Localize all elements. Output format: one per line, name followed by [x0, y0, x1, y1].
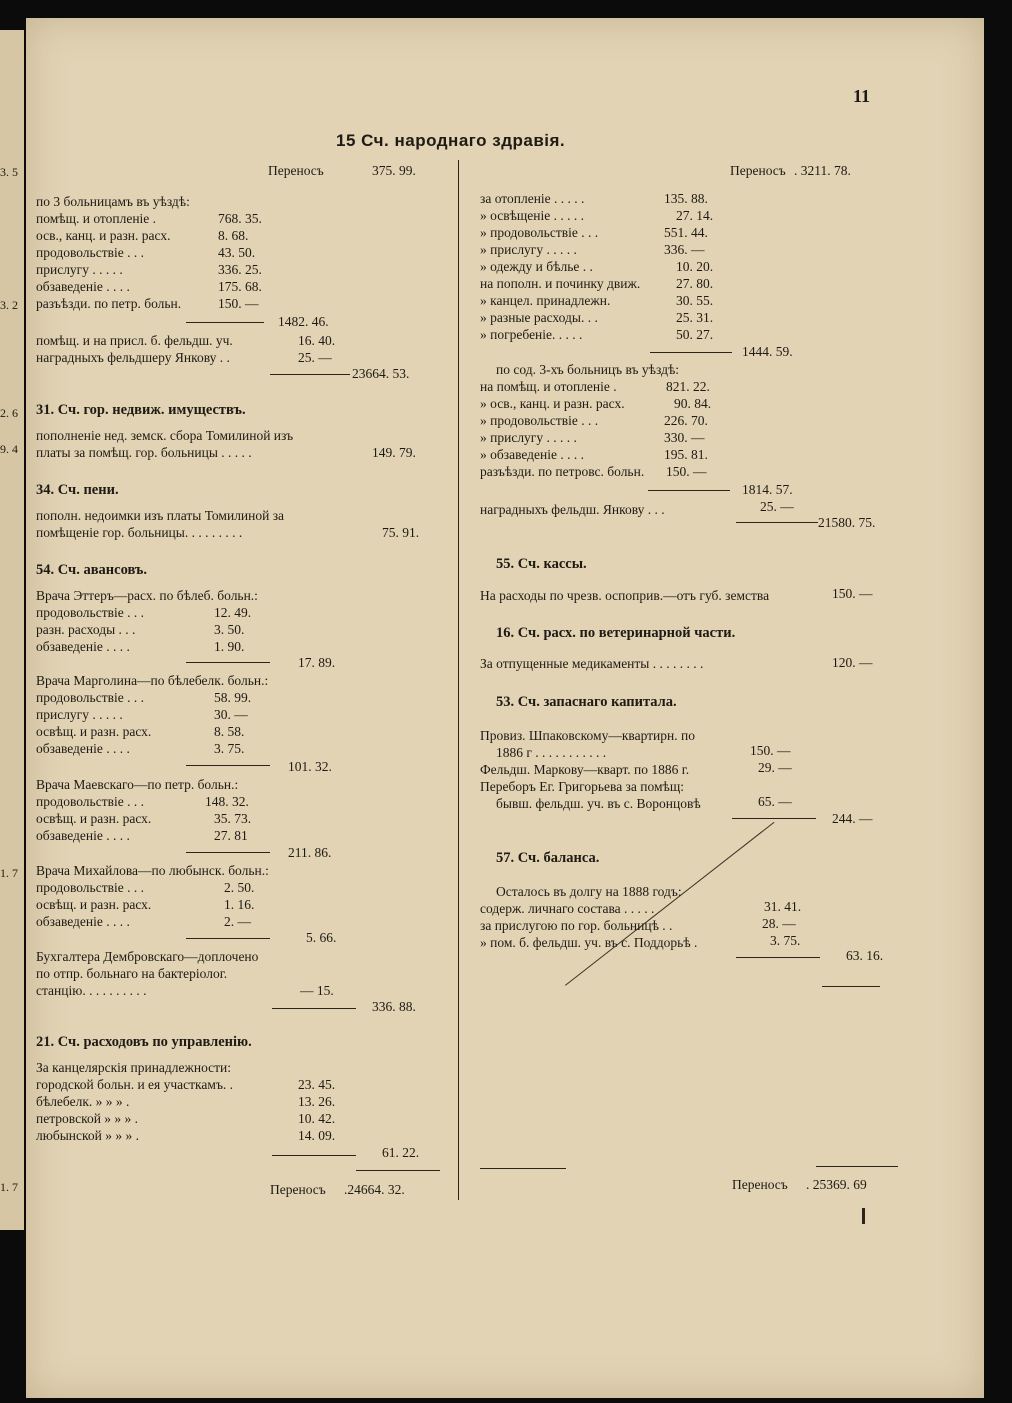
line-value: 150. —: [832, 586, 873, 601]
section-header: 57. Сч. баланса.: [496, 850, 600, 866]
line-value: 43. 50.: [218, 245, 256, 260]
prev-page-fragment: 2. 6: [0, 406, 18, 420]
ink-mark: [862, 1208, 865, 1224]
subtotal-value: 1444. 59.: [742, 344, 793, 359]
line-label: помѣщ. и отопленіе .: [36, 211, 157, 226]
sum-rule: [186, 662, 270, 663]
line-label: » продовольствіе . . .: [480, 225, 599, 240]
subtotal-value: 1814. 57.: [742, 482, 793, 497]
line-value: 330. —: [664, 430, 705, 445]
section-total: 21580. 75.: [818, 515, 876, 530]
previous-page-edge: [0, 30, 24, 1230]
carry-label: Переносъ: [732, 1177, 788, 1192]
line-label: осв., канц. и разн. расх.: [36, 228, 171, 243]
line-label: обзаведеніе . . . .: [36, 914, 130, 929]
sum-rule: [822, 986, 880, 987]
line-value: — 15.: [300, 983, 334, 998]
line-label: продовольствіе . . .: [36, 794, 144, 809]
line-value: 120. —: [832, 655, 873, 670]
line-text: по отпр. больнаго на бактеріолог.: [36, 966, 228, 981]
sum-rule: [272, 1155, 356, 1156]
section-header: 34. Сч. пени.: [36, 482, 119, 498]
prev-page-fragment: 1. 7: [0, 866, 18, 880]
line-label: продовольствіе . . .: [36, 605, 144, 620]
sum-rule: [816, 1166, 898, 1167]
line-label: на пополн. и починку движ.: [480, 276, 641, 291]
line-label: » освѣщеніе . . . . .: [480, 208, 585, 223]
carry-label: Переносъ: [730, 163, 786, 178]
line-value: 336. —: [664, 242, 705, 257]
sum-rule: [186, 938, 270, 939]
line-label: продовольствіе . . .: [36, 690, 144, 705]
section-header: 16. Сч. расх. по ветеринарной части.: [496, 625, 736, 641]
line-text: На расходы по чрезв. оспоприв.—отъ губ. земства: [480, 588, 770, 603]
line-label: » обзаведеніе . . . .: [480, 447, 585, 462]
sum-rule: [650, 352, 732, 353]
line-value: 25. —: [298, 350, 332, 365]
line-value: 3. 50.: [214, 622, 245, 637]
line-label: освѣщ. и разн. расх.: [36, 897, 152, 912]
line-value: 768. 35.: [218, 211, 262, 226]
line-label: помѣщ. и на присл. б. фельдш. уч.: [36, 333, 233, 348]
sum-rule: [270, 374, 350, 375]
line-text: по 3 больницамъ въ уѣздѣ:: [36, 194, 190, 209]
sum-rule: [732, 818, 816, 819]
line-label: обзаведеніе . . . .: [36, 741, 130, 756]
line-value: 8. 68.: [218, 228, 249, 243]
line-text: Осталось въ долгу на 1888 годъ:: [496, 884, 682, 899]
line-label: за отопленіе . . . . .: [480, 191, 585, 206]
line-text: За отпущенные медикаменты . . . . . . . .: [480, 656, 704, 671]
line-value: 30. —: [214, 707, 248, 722]
line-value: 3. 75.: [770, 933, 801, 948]
line-value: 148. 32.: [205, 794, 249, 809]
line-value: 12. 49.: [214, 605, 252, 620]
line-value: 551. 44.: [664, 225, 708, 240]
sum-rule: [736, 522, 818, 523]
sum-rule: [186, 852, 270, 853]
line-label: наградныхъ фельдшеру Янкову . .: [36, 350, 230, 365]
section-total: 336. 88.: [372, 999, 416, 1014]
line-label: петровской » » » .: [36, 1111, 139, 1126]
subtotal-value: 211. 86.: [288, 845, 332, 860]
line-value: 8. 58.: [214, 724, 245, 739]
section-total: 23664. 53.: [352, 366, 410, 381]
sum-rule: [272, 1008, 356, 1009]
group-title: Врача Михайлова—по любынск. больн.:: [36, 863, 269, 878]
line-label: освѣщ. и разн. расх.: [36, 811, 152, 826]
line-text: Фельдш. Маркову—кварт. по 1886 г.: [480, 762, 690, 777]
line-label: освѣщ. и разн. расх.: [36, 724, 152, 739]
carry-label: Переносъ: [270, 1182, 326, 1197]
line-text: Бухгалтера Дембровскаго—доплочено: [36, 949, 259, 964]
subtotal-value: 1482. 46.: [278, 314, 329, 329]
line-value: 25. —: [760, 499, 794, 514]
line-label: » прислугу . . . . .: [480, 242, 577, 257]
line-value: 150. —: [218, 296, 259, 311]
line-value: 10. 42.: [298, 1111, 336, 1126]
line-value: 31. 41.: [764, 899, 802, 914]
line-value: 28. —: [762, 916, 796, 931]
line-text: пополн. недоимки изъ платы Томилиной за: [36, 508, 285, 523]
line-value: 23. 45.: [298, 1077, 336, 1092]
sum-rule: [186, 765, 270, 766]
subtotal-value: 61. 22.: [382, 1145, 420, 1160]
prev-page-fragment: 1. 7: [0, 1180, 18, 1194]
line-value: 90. 84.: [674, 396, 712, 411]
line-value: 27. 81: [214, 828, 248, 843]
subtotal-value: 17. 89.: [298, 655, 336, 670]
line-value: 195. 81.: [664, 447, 708, 462]
carry-value: .24664. 32.: [344, 1182, 405, 1197]
line-text: пополненіе нед. земск. сбора Томилиной изъ: [36, 428, 294, 443]
group-title: Врача Эттеръ—расх. по бѣлеб. больн.:: [36, 588, 258, 603]
line-label: обзаведеніе . . . .: [36, 828, 130, 843]
line-label: за прислугою по гор. больницѣ . .: [480, 918, 673, 933]
line-text: За канцелярскія принадлежности:: [36, 1060, 232, 1075]
line-value: 150. —: [666, 464, 707, 479]
line-value: 2. 50.: [224, 880, 255, 895]
section-header: 54. Сч. авансовъ.: [36, 562, 148, 578]
line-label: » пом. б. фельдш. уч. въ с. Поддорьѣ .: [480, 935, 698, 950]
sum-rule: [356, 1170, 440, 1171]
line-label: » прислугу . . . . .: [480, 430, 577, 445]
line-label: » погребеніе. . . . .: [480, 327, 583, 342]
sum-rule: [186, 322, 264, 323]
line-label: наградныхъ фельдш. Янкову . . .: [480, 502, 665, 517]
line-value: 3. 75.: [214, 741, 245, 756]
line-label: обзаведеніе . . . .: [36, 639, 130, 654]
line-text: помѣщеніе гор. больницы. . . . . . . . .: [36, 525, 243, 540]
line-label: городской больн. и ея участкамъ. .: [36, 1077, 234, 1092]
line-label: прислугу . . . . .: [36, 707, 123, 722]
line-value: 13. 26.: [298, 1094, 336, 1109]
page-number: 11: [853, 86, 871, 106]
line-text: платы за помѣщ. гор. больницы . . . . .: [36, 445, 252, 460]
line-label: бѣлебелк. » » » .: [36, 1094, 130, 1109]
line-label: обзаведеніе . . . .: [36, 279, 130, 294]
line-label: » разные расходы. . .: [480, 310, 598, 325]
line-value: 1. 90.: [214, 639, 245, 654]
line-value: 821. 22.: [666, 379, 710, 394]
section-header: 53. Сч. запаснаго капитала.: [496, 694, 677, 710]
section-header: 55. Сч. кассы.: [496, 556, 587, 572]
section-header: 21. Сч. расходовъ по управленію.: [36, 1034, 252, 1050]
line-text: станцію. . . . . . . . . .: [36, 983, 147, 998]
line-value: 25. 31.: [676, 310, 714, 325]
subtotal-value: 244. —: [832, 811, 873, 826]
section-header: 31. Сч. гор. недвиж. имуществъ.: [36, 402, 246, 418]
line-value: 2. —: [224, 914, 251, 929]
prev-page-fragment: 3. 5: [0, 165, 18, 179]
line-value: 135. 88.: [664, 191, 708, 206]
line-label: » одежду и бѣлье . .: [480, 259, 593, 274]
carry-value: 375. 99.: [372, 163, 416, 178]
line-text: бывш. фельдш. уч. въ с. Воронцовѣ: [496, 796, 701, 811]
group-title: Врача Марголина—по бѣлебелк. больн.:: [36, 673, 269, 688]
line-label: разн. расходы . . .: [36, 622, 136, 637]
line-value: 226. 70.: [664, 413, 708, 428]
line-value: 1. 16.: [224, 897, 255, 912]
carry-label: Переносъ: [268, 163, 324, 178]
line-value: 16. 40.: [298, 333, 336, 348]
group-title: Врача Маевскаго—по петр. больн.:: [36, 777, 239, 792]
sum-rule: [480, 1168, 566, 1169]
line-label: разъѣзди. по петровс. больн.: [480, 464, 645, 479]
line-value: 27. 80.: [676, 276, 714, 291]
sum-rule: [648, 490, 730, 491]
line-value: 27. 14.: [676, 208, 714, 223]
line-value: 35. 73.: [214, 811, 252, 826]
line-label: содерж. личнаго состава . . . . .: [480, 901, 655, 916]
line-value: 150. —: [750, 743, 791, 758]
subtotal-value: 63. 16.: [846, 948, 884, 963]
line-label: разъѣзди. по петр. больн.: [36, 296, 182, 311]
line-label: прислугу . . . . .: [36, 262, 123, 277]
line-label: продовольствіе . . .: [36, 880, 144, 895]
prev-page-fragment: 3. 2: [0, 298, 18, 312]
line-label: » продовольствіе . . .: [480, 413, 599, 428]
column-divider: [458, 160, 459, 1200]
line-value: 30. 55.: [676, 293, 714, 308]
line-text: по сод. 3-хъ больницъ въ уѣздѣ:: [496, 362, 680, 377]
prev-page-fragment: 9. 4: [0, 442, 18, 456]
line-value: 149. 79.: [372, 445, 416, 460]
line-text: Провиз. Шпаковскому—квартирн. по: [480, 728, 695, 743]
line-text: Переборъ Ег. Григорьева за помѣщ:: [480, 779, 684, 794]
line-value: 10. 20.: [676, 259, 714, 274]
line-value: 336. 25.: [218, 262, 262, 277]
line-value: 175. 68.: [218, 279, 262, 294]
sum-rule: [736, 957, 820, 958]
line-value: 58. 99.: [214, 690, 252, 705]
line-label: на помѣщ. и отопленіе .: [480, 379, 617, 394]
line-value: 14. 09.: [298, 1128, 336, 1143]
line-value: 65. —: [758, 794, 792, 809]
subtotal-value: 5. 66.: [306, 930, 337, 945]
carry-value: . 3211. 78.: [794, 163, 851, 178]
line-text: 1886 г . . . . . . . . . . .: [496, 745, 607, 760]
line-label: продовольствіе . . .: [36, 245, 144, 260]
line-label: » осв., канц. и разн. расх.: [480, 396, 625, 411]
carry-value: . 25369. 69: [806, 1177, 867, 1192]
subtotal-value: 101. 32.: [288, 759, 332, 774]
line-label: любынской » » » .: [36, 1128, 139, 1143]
line-label: » канцел. принадлежн.: [480, 293, 611, 308]
page-title: 15 Сч. народнаго здравія.: [336, 131, 566, 150]
line-value: 50. 27.: [676, 327, 714, 342]
line-value: 75. 91.: [382, 525, 420, 540]
line-value: 29. —: [758, 760, 792, 775]
